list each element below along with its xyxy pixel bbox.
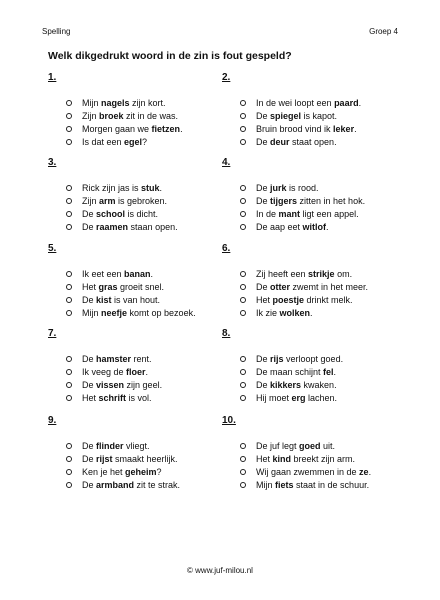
- question-8: [222, 328, 397, 404]
- answer-options: [222, 267, 397, 319]
- bold-word: strikje: [308, 268, 335, 279]
- sentence-text-before: Is dat een: [82, 136, 125, 147]
- answer-option[interactable]: [48, 452, 223, 465]
- question-10: [222, 415, 397, 491]
- radio-circle-icon[interactable]: [66, 185, 72, 191]
- bold-word: paard: [334, 97, 359, 108]
- answer-option[interactable]: [222, 478, 397, 491]
- sentence-text-after: is gebroken.: [115, 195, 168, 206]
- answer-option[interactable]: [48, 220, 223, 233]
- radio-circle-icon[interactable]: [66, 469, 72, 475]
- bold-word: poestje: [272, 294, 305, 305]
- sentence-text-before: De: [82, 353, 97, 364]
- radio-circle-icon[interactable]: [66, 100, 72, 106]
- bold-word: fietzen: [151, 123, 181, 134]
- bold-word: raamen: [96, 221, 129, 232]
- worksheet-title: Welk dikgedrukt woord in de zin is fout gespeld?: [48, 50, 292, 62]
- bold-word: spiegel: [270, 110, 302, 121]
- answer-option[interactable]: [48, 352, 223, 365]
- sentence-text-before: Ik veeg de: [82, 366, 127, 377]
- sentence-text-before: De: [82, 453, 97, 464]
- radio-circle-icon[interactable]: [66, 395, 72, 401]
- sentence-text-before: Ken je het: [82, 466, 126, 477]
- question-6: [222, 243, 397, 319]
- sentence-text-after: rent.: [131, 353, 152, 364]
- question-1: [48, 72, 223, 148]
- answer-option[interactable]: [222, 378, 397, 391]
- answer-option[interactable]: [48, 391, 223, 404]
- answer-option[interactable]: [222, 439, 397, 452]
- bold-word: ze: [359, 466, 369, 477]
- answer-options: [222, 96, 397, 148]
- sentence-text-after: zitten in het hok.: [297, 195, 366, 206]
- sentence-text-before: De: [82, 208, 97, 219]
- question-5: [48, 243, 223, 319]
- radio-circle-icon[interactable]: [240, 185, 246, 191]
- question-9: [48, 415, 223, 491]
- sentence-text-before: Morgen gaan we: [82, 123, 152, 134]
- sentence-text-after: kwaken.: [301, 379, 337, 390]
- answer-option[interactable]: [48, 478, 223, 491]
- bold-word: fel: [323, 366, 334, 377]
- sentence-text-after: zit in de was.: [123, 110, 179, 121]
- sentence-text-after: .: [310, 307, 313, 318]
- radio-circle-icon[interactable]: [66, 382, 72, 388]
- radio-circle-icon[interactable]: [66, 456, 72, 462]
- answer-options: [48, 181, 223, 233]
- bold-word: arm: [99, 195, 116, 206]
- radio-circle-icon[interactable]: [240, 310, 246, 316]
- question-number: 7.: [48, 328, 57, 339]
- radio-circle-icon[interactable]: [66, 126, 72, 132]
- radio-circle-icon[interactable]: [240, 297, 246, 303]
- bold-word: school: [96, 208, 126, 219]
- radio-circle-icon[interactable]: [240, 126, 246, 132]
- bold-word: flinder: [96, 440, 124, 451]
- sentence-text-before: Zijn: [82, 195, 100, 206]
- bold-word: fiets: [275, 479, 294, 490]
- sentence-text-before: De: [256, 136, 271, 147]
- sentence-text-after: staat in de schuur.: [293, 479, 370, 490]
- answer-option[interactable]: [222, 96, 397, 109]
- radio-circle-icon[interactable]: [66, 271, 72, 277]
- subject-label: Spelling: [42, 27, 71, 36]
- answer-option[interactable]: [48, 122, 223, 135]
- answer-option[interactable]: [222, 109, 397, 122]
- sentence-text-after: groeit snel.: [117, 281, 165, 292]
- answer-option[interactable]: [48, 306, 223, 319]
- radio-circle-icon[interactable]: [240, 211, 246, 217]
- radio-circle-icon[interactable]: [240, 271, 246, 277]
- question-number: 3.: [48, 157, 57, 168]
- question-number: 10.: [222, 415, 236, 426]
- answer-options: [222, 181, 397, 233]
- bold-word: leker: [333, 123, 355, 134]
- sentence-text-before: Het: [256, 453, 273, 464]
- answer-option[interactable]: [222, 135, 397, 148]
- sentence-text-before: De aap eet: [256, 221, 303, 232]
- bold-word: vissen: [96, 379, 125, 390]
- sentence-text-after: .: [150, 268, 154, 279]
- answer-option[interactable]: [222, 465, 397, 478]
- sentence-text-before: Het: [82, 281, 99, 292]
- sentence-text-after: .: [368, 466, 372, 477]
- question-2: [222, 72, 397, 148]
- answer-option[interactable]: [222, 181, 397, 194]
- bold-word: egel: [124, 136, 143, 147]
- question-number: 9.: [48, 415, 57, 426]
- sentence-text-before: In de: [256, 208, 279, 219]
- sentence-text-before: De juf legt: [256, 440, 300, 451]
- answer-option[interactable]: [222, 293, 397, 306]
- radio-circle-icon[interactable]: [240, 139, 246, 145]
- sentence-text-before: De: [256, 379, 271, 390]
- radio-circle-icon[interactable]: [66, 297, 72, 303]
- group-label: Groep 4: [369, 27, 398, 36]
- sentence-text-before: Mijn: [82, 97, 102, 108]
- bold-word: geheim: [125, 466, 157, 477]
- sentence-text-before: Rick zijn jas is: [82, 182, 142, 193]
- sentence-text-after: vliegt.: [123, 440, 150, 451]
- radio-circle-icon[interactable]: [66, 310, 72, 316]
- bold-word: gras: [98, 281, 118, 292]
- sentence-text-before: De: [82, 440, 97, 451]
- radio-circle-icon[interactable]: [66, 356, 72, 362]
- sentence-text-after: zwemt in het meer.: [290, 281, 369, 292]
- radio-circle-icon[interactable]: [240, 482, 246, 488]
- answer-option[interactable]: [222, 122, 397, 135]
- bold-word: goed: [299, 440, 321, 451]
- answer-options: [48, 352, 223, 404]
- sentence-text-before: De: [82, 479, 97, 490]
- sentence-text-after: zijn geel.: [124, 379, 163, 390]
- radio-circle-icon[interactable]: [240, 443, 246, 449]
- question-number: 5.: [48, 243, 57, 254]
- answer-option[interactable]: [48, 293, 223, 306]
- sentence-text-before: Hij moet: [256, 392, 292, 403]
- sentence-text-after: staat open.: [289, 136, 337, 147]
- bold-word: witlof: [302, 221, 327, 232]
- bold-word: hamster: [96, 353, 132, 364]
- sentence-text-after: ligt een appel.: [300, 208, 359, 219]
- answer-option[interactable]: [48, 181, 223, 194]
- answer-option[interactable]: [48, 439, 223, 452]
- sentence-text-before: Mijn: [82, 307, 102, 318]
- bold-word: kind: [272, 453, 292, 464]
- radio-circle-icon[interactable]: [240, 382, 246, 388]
- answer-options: [48, 96, 223, 148]
- sentence-text-after: ?: [142, 136, 148, 147]
- sentence-text-before: De: [256, 281, 271, 292]
- radio-circle-icon[interactable]: [240, 100, 246, 106]
- sentence-text-before: De: [256, 195, 271, 206]
- bold-word: rijs: [270, 353, 284, 364]
- sentence-text-before: Zijn: [82, 110, 100, 121]
- radio-circle-icon[interactable]: [66, 198, 72, 204]
- sentence-text-after: uit.: [320, 440, 336, 451]
- answer-option[interactable]: [222, 267, 397, 280]
- question-number: 8.: [222, 328, 231, 339]
- radio-circle-icon[interactable]: [240, 469, 246, 475]
- radio-circle-icon[interactable]: [66, 443, 72, 449]
- radio-circle-icon[interactable]: [66, 139, 72, 145]
- bold-word: neefje: [101, 307, 128, 318]
- radio-circle-icon[interactable]: [240, 113, 246, 119]
- answer-option[interactable]: [222, 194, 397, 207]
- radio-circle-icon[interactable]: [240, 395, 246, 401]
- question-number: 1.: [48, 72, 57, 83]
- sentence-text-before: De maan schijnt: [256, 366, 324, 377]
- sentence-text-after: .: [354, 123, 357, 134]
- answer-option[interactable]: [222, 280, 397, 293]
- sentence-text-after: .: [333, 366, 337, 377]
- answer-option[interactable]: [222, 391, 397, 404]
- answer-option[interactable]: [222, 365, 397, 378]
- sentence-text-after: komt op bezoek.: [127, 307, 196, 318]
- sentence-text-after: .: [145, 366, 149, 377]
- sentence-text-after: zit te strak.: [134, 479, 181, 490]
- question-7: [48, 328, 223, 404]
- sentence-text-after: .: [326, 221, 329, 232]
- sentence-text-after: staan open.: [128, 221, 178, 232]
- sentence-text-after: ?: [156, 466, 162, 477]
- bold-word: stuk: [141, 182, 160, 193]
- sentence-text-after: is dicht.: [125, 208, 159, 219]
- radio-circle-icon[interactable]: [66, 369, 72, 375]
- answer-options: [222, 352, 397, 404]
- radio-circle-icon[interactable]: [66, 284, 72, 290]
- radio-circle-icon[interactable]: [240, 198, 246, 204]
- bold-word: jurk: [270, 182, 287, 193]
- question-number: 4.: [222, 157, 231, 168]
- sentence-text-before: De: [256, 110, 271, 121]
- answer-option[interactable]: [48, 267, 223, 280]
- radio-circle-icon[interactable]: [66, 113, 72, 119]
- radio-circle-icon[interactable]: [66, 482, 72, 488]
- sentence-text-after: is rood.: [286, 182, 319, 193]
- answer-option[interactable]: [48, 378, 223, 391]
- bold-word: schrift: [98, 392, 127, 403]
- bold-word: nagels: [101, 97, 130, 108]
- answer-options: [48, 439, 223, 491]
- bold-word: floer: [126, 366, 146, 377]
- sentence-text-after: is vol.: [126, 392, 152, 403]
- answer-option[interactable]: [222, 306, 397, 319]
- answer-option[interactable]: [48, 109, 223, 122]
- radio-circle-icon[interactable]: [240, 369, 246, 375]
- bold-word: deur: [270, 136, 290, 147]
- radio-circle-icon[interactable]: [240, 284, 246, 290]
- answer-option[interactable]: [222, 220, 397, 233]
- sentence-text-after: is van hout.: [111, 294, 161, 305]
- sentence-text-before: Het: [82, 392, 99, 403]
- sentence-text-after: is kapot.: [301, 110, 338, 121]
- bold-word: mant: [278, 208, 301, 219]
- bold-word: wolken: [279, 307, 311, 318]
- bold-word: broek: [99, 110, 124, 121]
- answer-option[interactable]: [48, 194, 223, 207]
- sentence-text-before: De: [82, 294, 97, 305]
- question-number: 6.: [222, 243, 231, 254]
- sentence-text-after: breekt zijn arm.: [291, 453, 356, 464]
- bold-word: banan: [124, 268, 151, 279]
- sentence-text-before: De: [82, 221, 97, 232]
- sentence-text-before: De: [256, 182, 271, 193]
- radio-circle-icon[interactable]: [240, 456, 246, 462]
- footer-copyright: © www.juf-milou.nl: [187, 566, 253, 575]
- bold-word: kist: [96, 294, 112, 305]
- answer-option[interactable]: [48, 365, 223, 378]
- question-4: [222, 157, 397, 233]
- bold-word: otter: [270, 281, 291, 292]
- bold-word: rijst: [96, 453, 113, 464]
- answer-option[interactable]: [48, 280, 223, 293]
- bold-word: tijgers: [270, 195, 298, 206]
- sentence-text-before: De: [82, 379, 97, 390]
- answer-option[interactable]: [222, 352, 397, 365]
- sentence-text-before: Bruin brood vind ik: [256, 123, 334, 134]
- sentence-text-before: Het: [256, 294, 273, 305]
- answer-option[interactable]: [222, 207, 397, 220]
- sentence-text-before: Ik eet een: [82, 268, 125, 279]
- bold-word: armband: [96, 479, 135, 490]
- answer-option[interactable]: [222, 452, 397, 465]
- question-number: 2.: [222, 72, 231, 83]
- answer-options: [222, 439, 397, 491]
- radio-circle-icon[interactable]: [240, 224, 246, 230]
- sentence-text-after: smaakt heerlijk.: [112, 453, 178, 464]
- sentence-text-before: De: [256, 353, 271, 364]
- sentence-text-after: .: [159, 182, 163, 193]
- bold-word: kikkers: [270, 379, 302, 390]
- sentence-text-after: drinkt melk.: [304, 294, 353, 305]
- answer-option[interactable]: [48, 465, 223, 478]
- answer-option[interactable]: [48, 207, 223, 220]
- sentence-text-after: lachen.: [305, 392, 338, 403]
- answer-options: [48, 267, 223, 319]
- radio-circle-icon[interactable]: [66, 211, 72, 217]
- sentence-text-before: Ik zie: [256, 307, 280, 318]
- sentence-text-after: verloopt goed.: [283, 353, 344, 364]
- question-3: [48, 157, 223, 233]
- sentence-text-before: In de wei loopt een: [256, 97, 335, 108]
- sentence-text-after: .: [358, 97, 362, 108]
- sentence-text-after: .: [180, 123, 183, 134]
- answer-option[interactable]: [48, 96, 223, 109]
- sentence-text-after: zijn kort.: [129, 97, 166, 108]
- sentence-text-before: Mijn: [256, 479, 276, 490]
- sentence-text-after: om.: [334, 268, 353, 279]
- sentence-text-before: Wij gaan zwemmen in de: [256, 466, 360, 477]
- answer-option[interactable]: [48, 135, 223, 148]
- sentence-text-before: Zij heeft een: [256, 268, 309, 279]
- bold-word: erg: [291, 392, 306, 403]
- radio-circle-icon[interactable]: [240, 356, 246, 362]
- radio-circle-icon[interactable]: [66, 224, 72, 230]
